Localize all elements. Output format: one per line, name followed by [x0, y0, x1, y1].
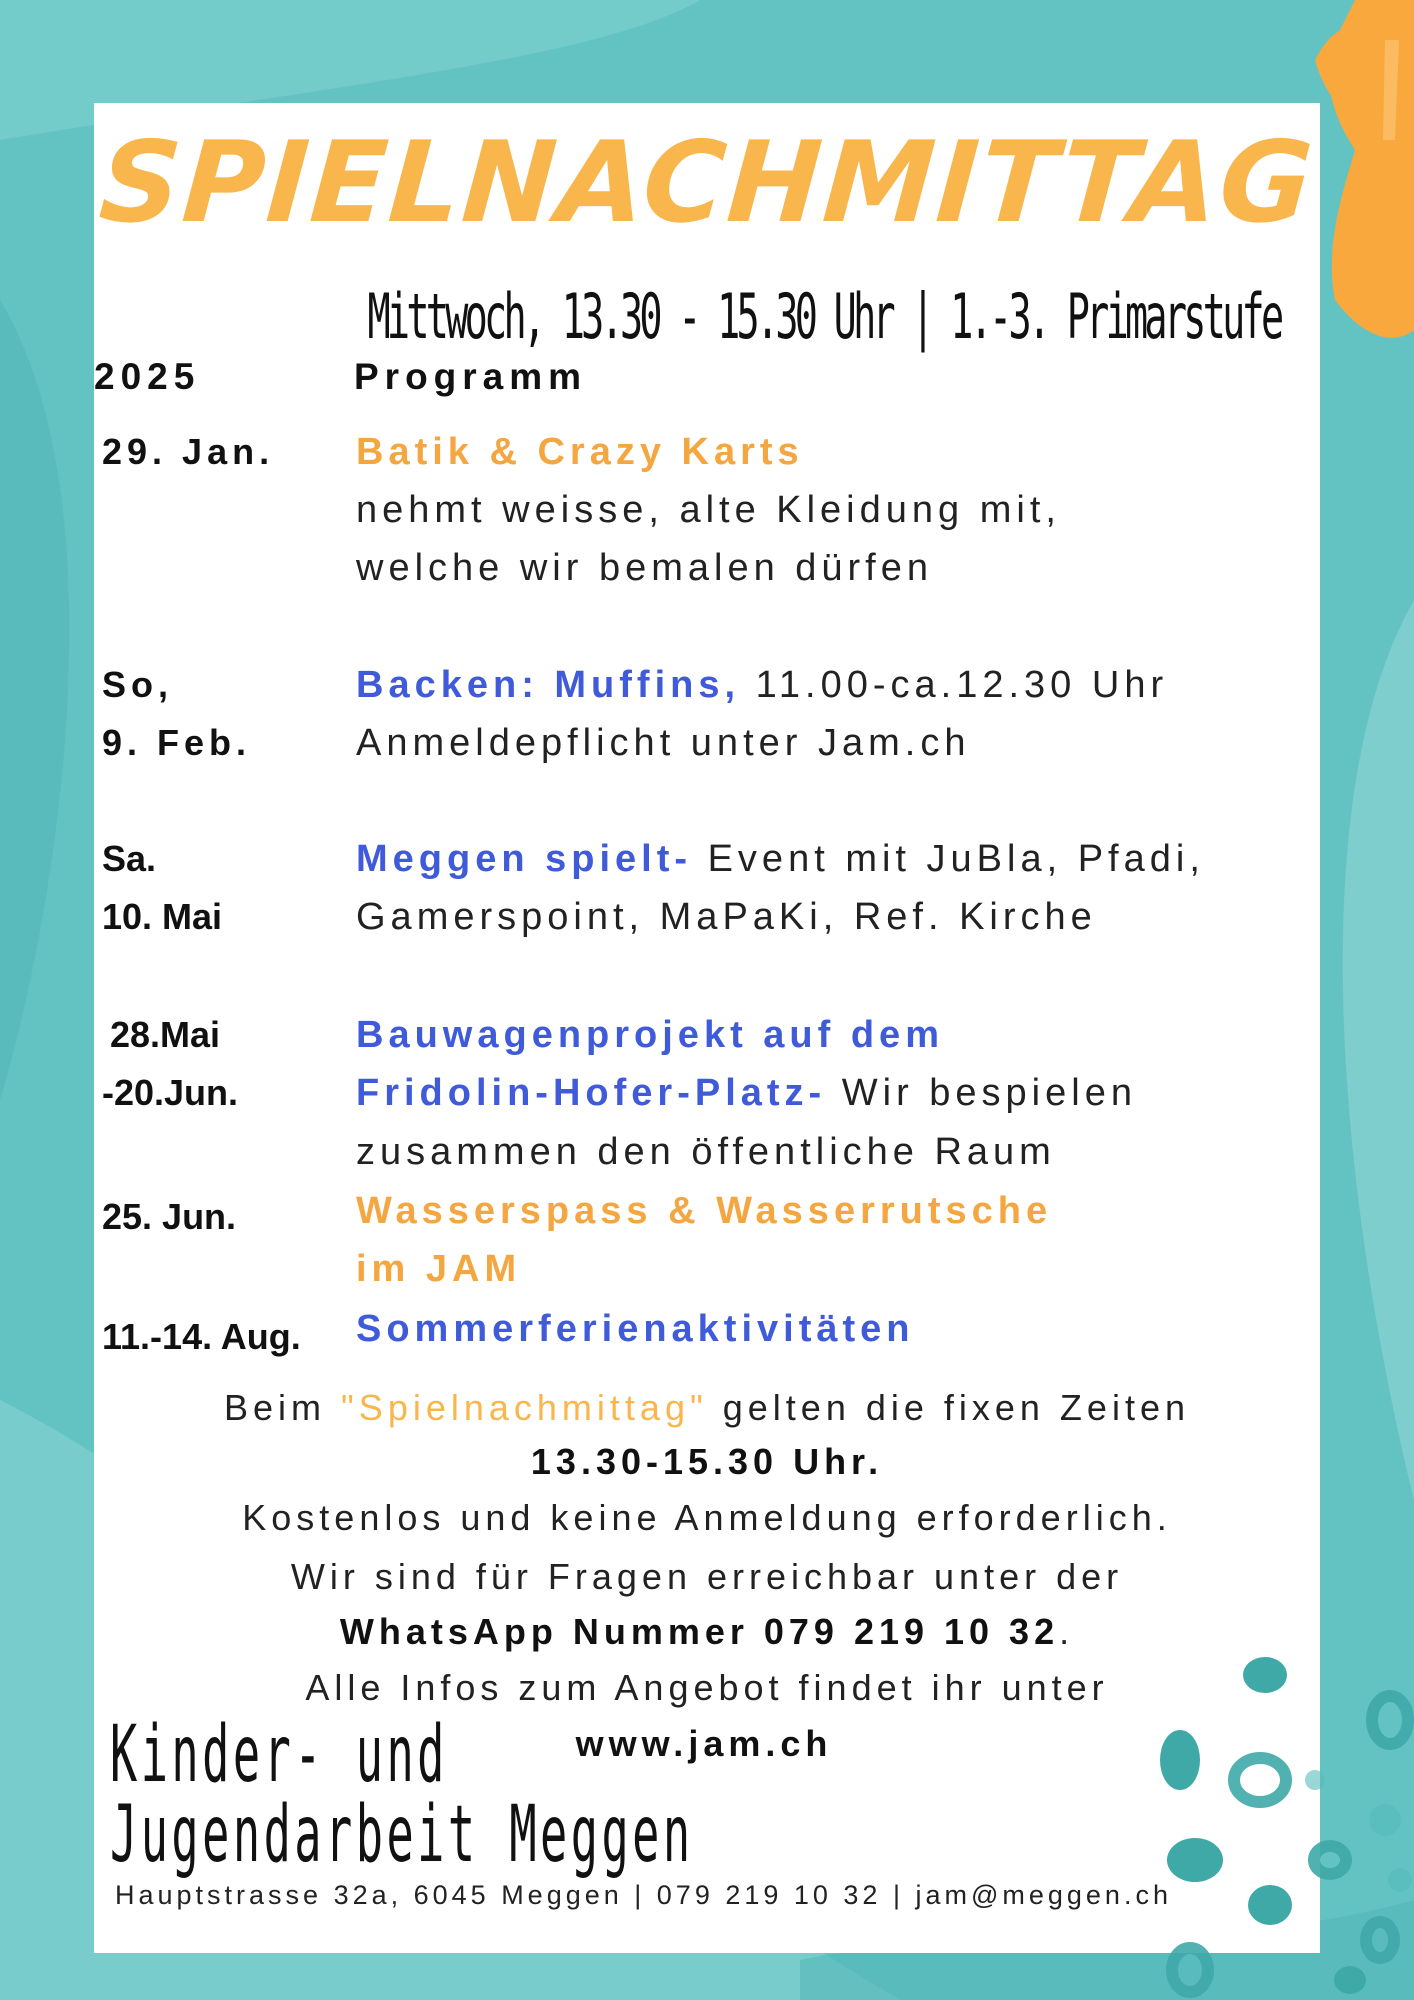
event-detail-text: Anmeldepflicht unter Jam.ch [356, 722, 971, 764]
event-detail-text: Gamerspoint, MaPaKi, Ref. Kirche [356, 896, 1097, 938]
info-whatsapp: WhatsApp Nummer 079 219 10 32. [339, 1611, 1075, 1652]
page-title: SPIELNACHMITTAG [95, 118, 1319, 248]
event-title-text: Backen: Muffins, [356, 664, 741, 706]
website-link[interactable]: www.jam.ch [575, 1723, 833, 1764]
event-title-text: Batik & Crazy Karts [356, 431, 804, 473]
event-date: 29. Jan. [102, 431, 275, 472]
event-date: 10. Mai [102, 896, 223, 937]
event-date: 9. Feb. [102, 722, 252, 763]
event-description-line [356, 1131, 1056, 1174]
event-title-text: Bauwagenprojekt auf dem [356, 1014, 944, 1056]
info-free-no-registration: Kostenlos und keine Anmeldung erforderlich. [242, 1497, 1172, 1538]
event-detail-text: zusammen den öffentliche Raum [356, 1131, 1056, 1173]
event-date: Sa. [102, 838, 157, 879]
year-heading: 2025 [94, 356, 201, 397]
event-detail-text: Event mit JuBla, Pfadi, [692, 838, 1205, 880]
whatsapp-number: WhatsApp Nummer 079 219 10 32 [339, 1611, 1060, 1652]
event-title-text: Wasserspass & Wasserrutsche [356, 1190, 1053, 1232]
event-date: -20.Jun. [102, 1072, 239, 1113]
event-title-text: Sommerferienaktivitäten [356, 1308, 915, 1350]
event-title-text: Fridolin-Hofer-Platz- [356, 1072, 827, 1114]
event-detail-text: Wir bespielen [826, 1072, 1137, 1114]
event-date: 11.-14. Aug. [102, 1316, 301, 1357]
info-questions: Wir sind für Fragen erreichbar unter der [290, 1556, 1124, 1597]
info-fixed-times: 13.30-15.30 Uhr. [530, 1441, 884, 1482]
event-description-line [356, 489, 1061, 532]
event-description-line [356, 838, 1205, 881]
event-description-line [356, 1308, 915, 1351]
event-description-line [356, 547, 933, 590]
event-description-line [356, 896, 1097, 939]
footer-contact: Hauptstrasse 32a, 6045 Meggen | 079 219 10 32 | jam@meggen.ch [115, 1880, 1172, 1910]
event-date: So, [102, 664, 174, 705]
event-date: 25. Jun. [102, 1196, 237, 1237]
event-detail-text: nehmt weisse, alte Kleidung mit, [356, 489, 1061, 531]
program-heading: Programm [354, 356, 588, 397]
spielnachmittag-highlight: "Spielnachmittag" [341, 1387, 708, 1428]
info-line-times: Beim "Spielnachmittag" gelten die fixen Zeiten [224, 1387, 1190, 1428]
organisation-name-line2: Jugendarbeit Meggen [110, 1790, 694, 1880]
event-detail-text: welche wir bemalen dürfen [356, 547, 934, 589]
event-date: 28.Mai [110, 1014, 221, 1055]
event-description-line [356, 1248, 521, 1291]
event-description-line [356, 722, 970, 765]
event-title-text: im JAM [356, 1248, 522, 1290]
page-subtitle: Mittwoch, 13.30 - 15.30 Uhr | 1.-3. Primarstufe [367, 280, 1280, 353]
event-description-line [356, 1072, 1137, 1115]
event-description-line [356, 1014, 944, 1057]
event-description-line [356, 431, 804, 474]
event-description-line [356, 1190, 1052, 1233]
event-detail-text: 11.00-ca.12.30 Uhr [740, 664, 1169, 706]
event-description-line [356, 664, 1168, 707]
info-website-intro: Alle Infos zum Angebot findet ihr unter [305, 1667, 1109, 1708]
organisation-name-line1: Kinder- und [110, 1710, 448, 1800]
event-title-text: Meggen spielt- [356, 838, 693, 880]
